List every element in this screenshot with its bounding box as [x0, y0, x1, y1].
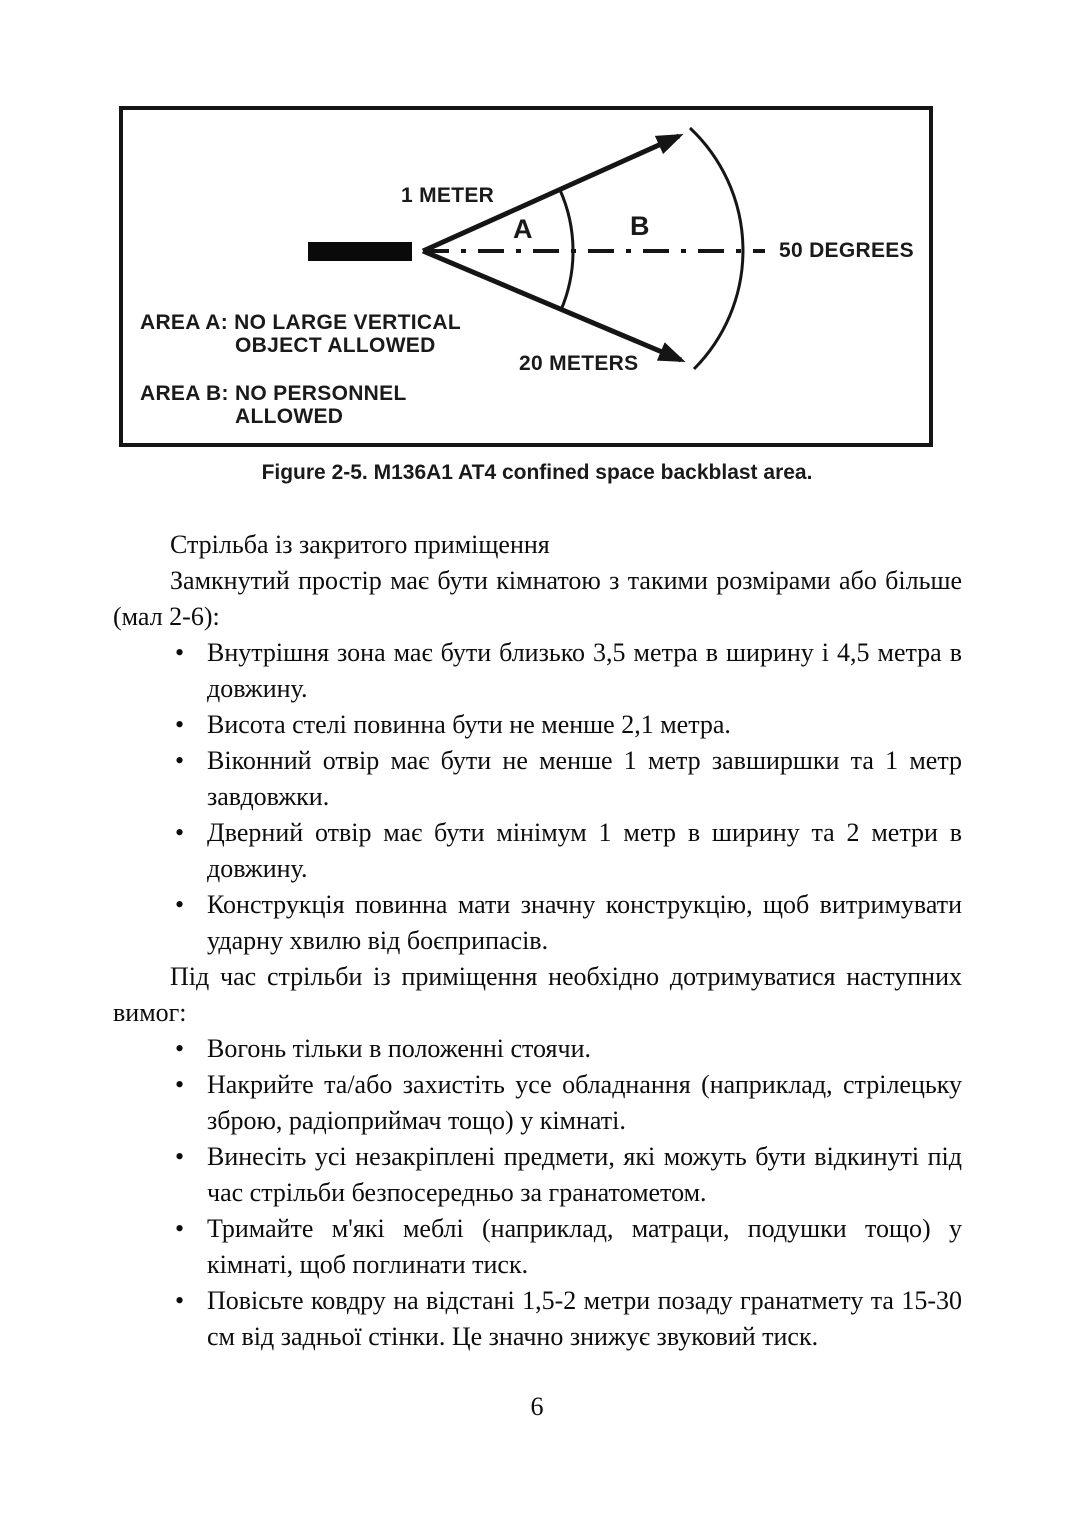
area-b-line1: AREA B: NO PERSONNEL — [140, 382, 407, 405]
backblast-figure-box — [119, 106, 933, 447]
area-a-line1: AREA A: NO LARGE VERTICAL — [140, 311, 461, 334]
room-requirements-list — [113, 635, 962, 959]
list-item: • Дверний отвір має бути мінімум 1 метр в ширину та 2 метри в довжину. — [207, 815, 962, 887]
list-item: • Віконний отвір має бути не менше 1 метр завширшки та 1 метр завдовжки. — [207, 743, 962, 815]
area-a-label — [140, 311, 461, 357]
zone-b-arc — [690, 128, 743, 369]
page-number: 6 — [530, 1392, 544, 1421]
list-item: • Повісьте ковдру на відстані 1,5-2 метри позаду гранатмету та 15-30 см від задньої стінки. Це значно знижує звуковий тиск. — [207, 1283, 962, 1355]
firing-requirements-list — [113, 1031, 962, 1355]
section-heading: Стрільба із закритого приміщення — [170, 530, 550, 559]
zone-b-label: B — [630, 211, 650, 241]
area-b-label — [140, 382, 407, 428]
area-a-line2: OBJECT ALLOWED — [235, 334, 436, 357]
launcher-bar — [308, 242, 412, 261]
paragraph-room-size: Замкнутий простір має бути кімнатою з такими розмірами або більше (мал 2-6): — [113, 566, 962, 631]
lower-backblast-arrow — [423, 251, 681, 360]
list-item: • Вогонь тільки в положенні стоячи. — [207, 1031, 962, 1067]
fifty-degrees-label: 50 DEGREES — [779, 239, 914, 262]
document-body — [113, 527, 962, 1355]
list-item: • Конструкція повинна мати значну конструкцію, щоб витримувати ударну хвилю від боєприпасів. — [207, 887, 962, 959]
figure-caption: Figure 2-5. M136A1 AT4 confined space backblast area. — [261, 461, 813, 484]
list-item: • Накрийте та/або захистіть усе обладнання (наприклад, стрілецьку зброю, радіоприймач тощо) у кімнаті. — [207, 1067, 962, 1139]
list-item: • Висота стелі повинна бути не менше 2,1 метра. — [207, 707, 962, 743]
zone-a-label: A — [513, 214, 533, 244]
area-b-line2: ALLOWED — [235, 405, 344, 428]
paragraph-firing-requirements: Під час стрільби із приміщення необхідно дотримуватися наступних вимог: — [113, 962, 962, 1027]
list-item: • Тримайте м'які меблі (наприклад, матраци, подушки тощо) у кімнаті, щоб поглинати тиск. — [207, 1211, 962, 1283]
list-item: • Внутрішня зона має бути близько 3,5 метра в ширину і 4,5 метра в довжину. — [207, 635, 962, 707]
twenty-meters-label: 20 METERS — [519, 352, 639, 375]
list-item: • Винесіть усі незакріплені предмети, які можуть бути відкинуті під час стрільби безпосередньо за гранатометом. — [207, 1139, 962, 1211]
one-meter-label: 1 METER — [401, 184, 495, 207]
